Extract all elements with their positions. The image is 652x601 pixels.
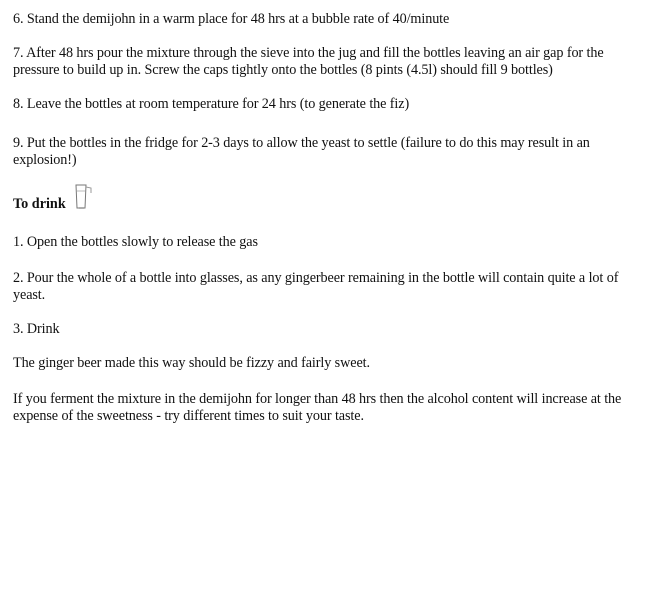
drink-step-3: 3. Drink: [13, 321, 60, 337]
recipe-document: [13, 8, 639, 425]
step-8: 8. Leave the bottles at room temperature for 24 hrs (to generate the fiz): [13, 96, 410, 112]
drink-step-2: 2. Pour the whole of a bottle into glasses, as any gingerbeer remaining in the bottle will contain quite a lot of yeast.: [13, 270, 619, 303]
step-7: 7. After 48 hrs pour the mixture through the sieve into the jug and fill the bottles leaving an air gap for the pressure to build up in. Screw the caps tightly onto the bottles (8 pints (4.5l) should fill 9 bottles): [13, 45, 604, 78]
note-fizzy: The ginger beer made this way should be fizzy and fairly sweet.: [13, 355, 370, 371]
section-heading-to-drink: To drink: [13, 196, 66, 212]
drinking-glass-icon: [72, 181, 94, 211]
to-drink-heading-row: [13, 179, 639, 213]
note-fermentation: If you ferment the mixture in the demijohn for longer than 48 hrs then the alcohol content will increase at the expense of the sweetness - try different times to suit your taste.: [13, 391, 622, 424]
drink-step-1: 1. Open the bottles slowly to release the gas: [13, 234, 258, 250]
step-6: 6. Stand the demijohn in a warm place for 48 hrs at a bubble rate of 40/minute: [13, 11, 450, 27]
step-9: 9. Put the bottles in the fridge for 2-3 days to allow the yeast to settle (failure to do this may result in an explosion!): [13, 135, 590, 168]
